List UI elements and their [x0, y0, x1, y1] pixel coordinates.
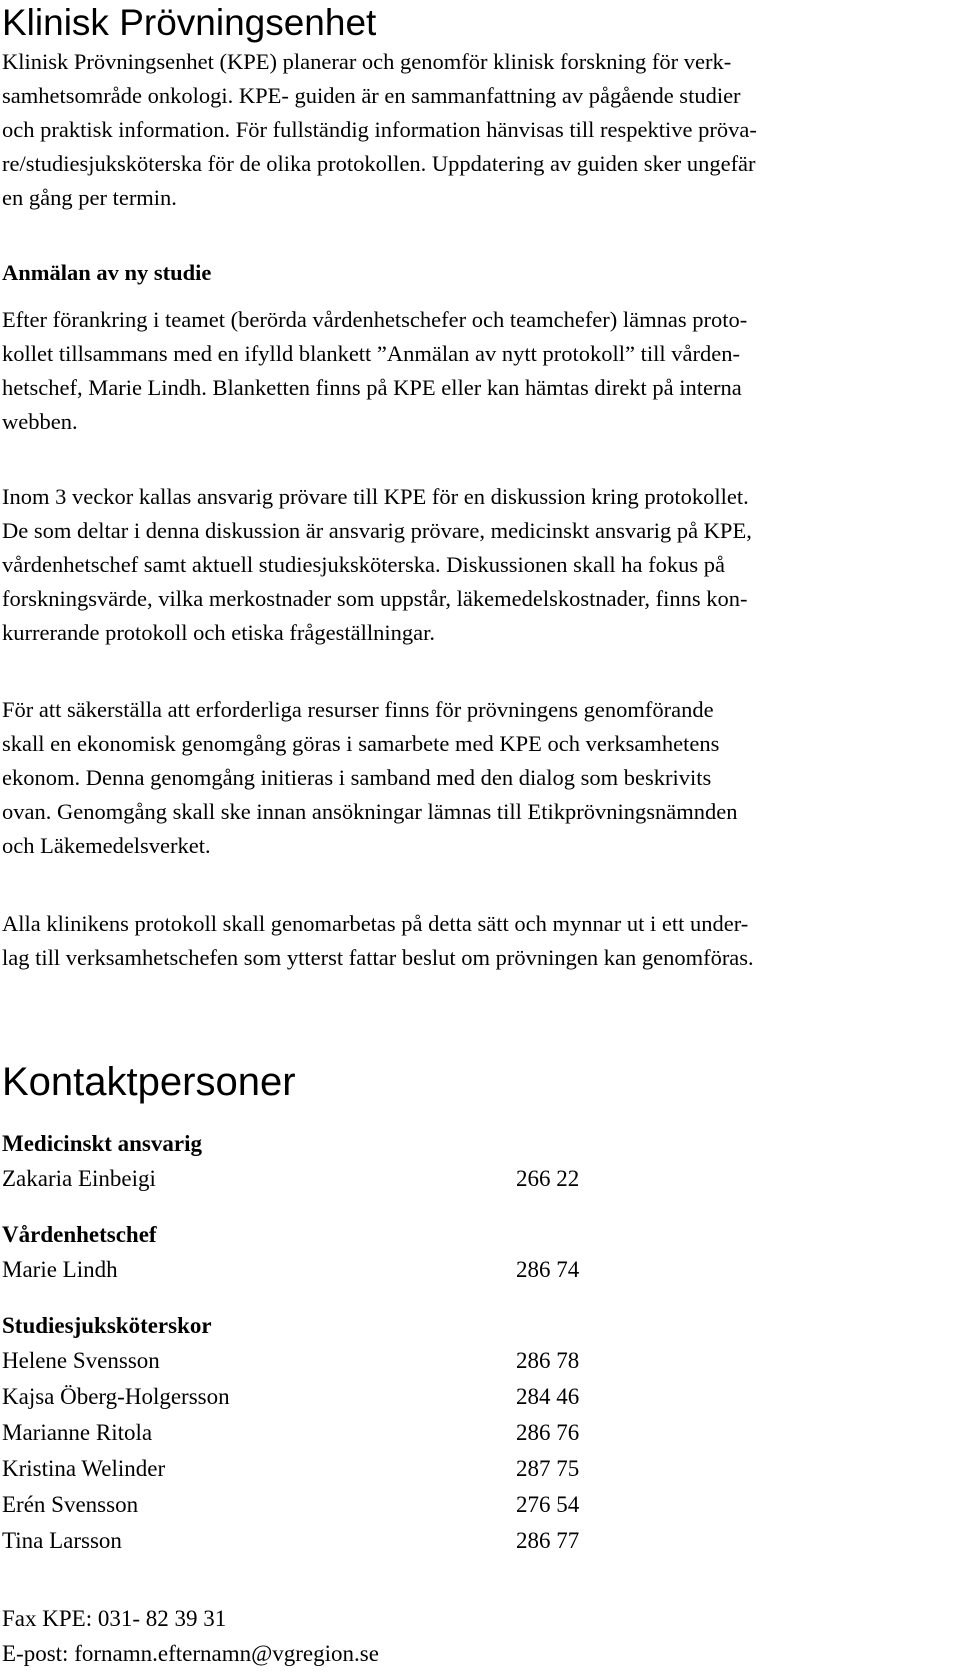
- contacts-heading: Kontaktpersoner: [2, 1060, 296, 1104]
- paragraph-anchoring: [2, 303, 922, 439]
- text-line: forskningsvärde, vilka merkostnader som uppstår, läkemedelskostnader, finns kon-: [2, 586, 748, 611]
- paragraph-discussion: [2, 480, 922, 650]
- text-line: ovan. Genomgång skall ske innan ansökningar lämnas till Etikprövningsnämnden: [2, 799, 738, 824]
- contact-group-label-unit-head: Vårdenhetschef: [2, 1222, 157, 1247]
- contact-phone: 284 46: [516, 1384, 580, 1409]
- contact-phone: 266 22: [516, 1166, 580, 1191]
- page-title: Klinisk Prövningsenhet: [2, 2, 377, 43]
- text-line: kurrerande protokoll och etiska frågeställningar.: [2, 620, 435, 645]
- text-line: vårdenhetschef samt aktuell studiesjuksköterska. Diskussionen skall ha fokus på: [2, 552, 725, 577]
- text-line: ekonom. Denna genomgång initieras i samband med den dialog som beskrivits: [2, 765, 712, 790]
- contact-phone: 276 54: [516, 1492, 580, 1517]
- text-line: samhetsområde onkologi. KPE- guiden är en sammanfattning av pågående studier: [2, 83, 741, 108]
- contact-group-label-nurses: Studiesjuksköterskor: [2, 1313, 212, 1338]
- text-line: Alla klinikens protokoll skall genomarbetas på detta sätt och mynnar ut i ett under-: [2, 911, 749, 936]
- text-line: För att säkerställa att erforderliga resurser finns för prövningens genomförande: [2, 697, 714, 722]
- text-line: Inom 3 veckor kallas ansvarig prövare till KPE för en diskussion kring protokollet.: [2, 484, 749, 509]
- intro-paragraph: [2, 45, 922, 215]
- text-line: De som deltar i denna diskussion är ansvarig prövare, medicinskt ansvarig på KPE,: [2, 518, 752, 543]
- contact-name: Marie Lindh: [2, 1257, 118, 1282]
- text-line: och Läkemedelsverket.: [2, 833, 211, 858]
- section-heading-new-study: Anmälan av ny studie: [2, 260, 212, 285]
- contact-group-label-medical: Medicinskt ansvarig: [2, 1131, 202, 1156]
- text-line: webben.: [2, 409, 78, 434]
- contact-name: Marianne Ritola: [2, 1420, 153, 1445]
- contact-name: Erén Svensson: [2, 1492, 139, 1517]
- contact-phone: 286 74: [516, 1257, 580, 1282]
- text-line: Klinisk Prövningsenhet (KPE) planerar och genomför klinisk forskning för verk-: [2, 49, 732, 74]
- text-line: skall en ekonomisk genomgång göras i samarbete med KPE och verksamhetens: [2, 731, 720, 756]
- paragraph-economy: [2, 693, 922, 863]
- text-line: en gång per termin.: [2, 185, 177, 210]
- text-line: lag till verksamhetschefen som ytterst fattar beslut om prövningen kan genomföras.: [2, 945, 754, 970]
- paragraph-protocols: [2, 907, 922, 975]
- text-line: kollet tillsammans med en ifylld blankett ”Anmälan av nytt protokoll” till vården-: [2, 341, 740, 366]
- contact-phone: 286 76: [516, 1420, 580, 1445]
- contact-name: Helene Svensson: [2, 1348, 160, 1373]
- contact-name: Zakaria Einbeigi: [2, 1166, 156, 1191]
- contact-name: Kristina Welinder: [2, 1456, 166, 1481]
- contact-name: Tina Larsson: [2, 1528, 122, 1553]
- contact-phone: 286 77: [516, 1528, 580, 1553]
- text-line: hetschef, Marie Lindh. Blanketten finns på KPE eller kan hämtas direkt på interna: [2, 375, 742, 400]
- contact-phone: 287 75: [516, 1456, 580, 1481]
- text-line: Efter förankring i teamet (berörda vårdenhetschefer och teamchefer) lämnas proto-: [2, 307, 748, 332]
- contact-phone: 286 78: [516, 1348, 580, 1373]
- contact-name: Kajsa Öberg-Holgersson: [2, 1384, 230, 1409]
- fax-number: Fax KPE: 031- 82 39 31: [2, 1606, 227, 1631]
- text-line: och praktisk information. För fullständig information hänvisas till respektive pröva-: [2, 117, 757, 142]
- email-address: E-post: fornamn.efternamn@vgregion.se: [2, 1641, 379, 1666]
- text-line: re/studiesjuksköterska för de olika protokollen. Uppdatering av guiden sker ungefär: [2, 151, 756, 176]
